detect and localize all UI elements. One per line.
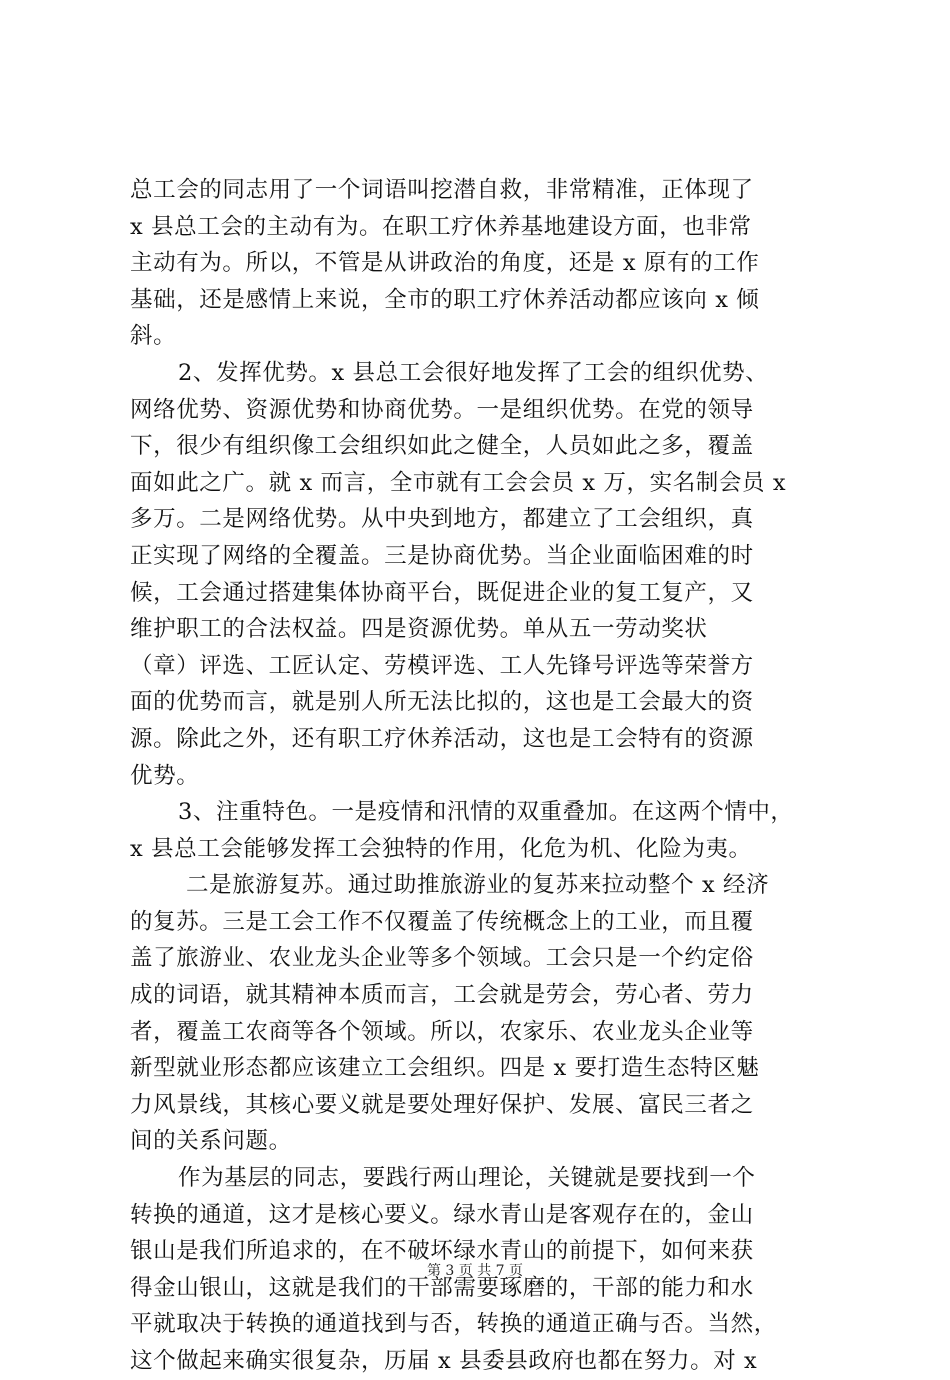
text-line: 作为基层的同志，要践行两山理论，关键就是要找到一个 (178, 1165, 756, 1192)
text-line: 总工会的同志用了一个词语叫挖潜自救，非常精准，正体现了 (130, 177, 754, 203)
text-line: 力风景线，其核心要义就是要处理好保护、发展、富民三者之 (130, 1091, 754, 1118)
text-line: 2、发挥优势。x 县总工会很好地发挥了工会的组织优势、 (178, 359, 769, 386)
text-line: （章）评选、工匠认定、劳模评选、工人先锋号评选等荣誉方 (130, 652, 754, 679)
text-line: 银山是我们所追求的，在不破坏绿水青山的前提下，如何来获 (130, 1238, 754, 1265)
text-line: 网络优势、资源优势和协商优势。一是组织优势。在党的领导 (130, 396, 754, 423)
text-line: x 县总工会能够发挥工会独特的作用，化危为机、化险为夷。 (130, 835, 752, 862)
text-line: 基础，还是感情上来说，全市的职工疗休养活动都应该向 x 倾 (130, 286, 760, 313)
text-line: 候，工会通过搭建集体协商平台，既促进企业的复工复产，又 (130, 579, 754, 606)
text-line: 平就取决于转换的通道找到与否，转换的通道正确与否。当然， (130, 1311, 777, 1338)
text-line: 盖了旅游业、农业龙头企业等多个领域。工会只是一个约定俗 (130, 945, 754, 972)
text-line: 面的优势而言，就是别人所无法比拟的，这也是工会最大的资 (130, 689, 754, 716)
text-line: 得金山银山，这就是我们的干部需要琢磨的，干部的能力和水 (130, 1274, 754, 1301)
page-footer: 第 3 页 共 7 页 (426, 1263, 524, 1279)
text-line: 斜。 (130, 323, 177, 350)
text-line: 面如此之广。就 x 而言，全市就有工会会员 x 万，实名制会员 x (130, 469, 787, 496)
text-line: 多万。二是网络优势。从中央到地方，都建立了工会组织，真 (130, 506, 754, 533)
body-text (130, 172, 850, 1380)
text-line: x 县总工会的主动有为。在职工疗休养基地建设方面，也非常 (130, 213, 752, 240)
text-line: 正实现了网络的全覆盖。三是协商优势。当企业面临困难的时 (130, 542, 754, 569)
text-line: 者，覆盖工农商等各个领域。所以，农家乐、农业龙头企业等 (130, 1018, 754, 1045)
text-line: 的复苏。三是工会工作不仅覆盖了传统概念上的工业，而且覆 (130, 908, 754, 935)
text-line: 优势。 (130, 762, 200, 789)
text-line: 3、注重特色。一是疫情和汛情的双重叠加。在这两个情中， (178, 799, 794, 826)
text-line: 源。除此之外，还有职工疗休养活动，这也是工会特有的资源 (130, 725, 754, 752)
text-line: 新型就业形态都应该建立工会组织。四是 x 要打造生态特区魅 (130, 1055, 760, 1082)
text-line: 转换的通道，这才是核心要义。绿水青山是客观存在的，金山 (130, 1201, 754, 1228)
text-line: 间的关系问题。 (130, 1128, 292, 1155)
text-line: 成的词语，就其精神本质而言，工会就是劳会，劳心者、劳力 (130, 982, 754, 1009)
text-line: 下，很少有组织像工会组织如此之健全，人员如此之多，覆盖 (130, 433, 754, 460)
text-line: 这个做起来确实很复杂，历届 x 县委县政府也都在努力。对 x (130, 1348, 758, 1374)
text-line: 二是旅游复苏。通过助推旅游业的复苏来拉动整个 x 经济 (186, 872, 770, 899)
text-line: 主动有为。所以，不管是从讲政治的角度，还是 x 原有的工作 (130, 250, 760, 277)
text-line: 维护职工的合法权益。四是资源优势。单从五一劳动奖状 (130, 616, 708, 643)
